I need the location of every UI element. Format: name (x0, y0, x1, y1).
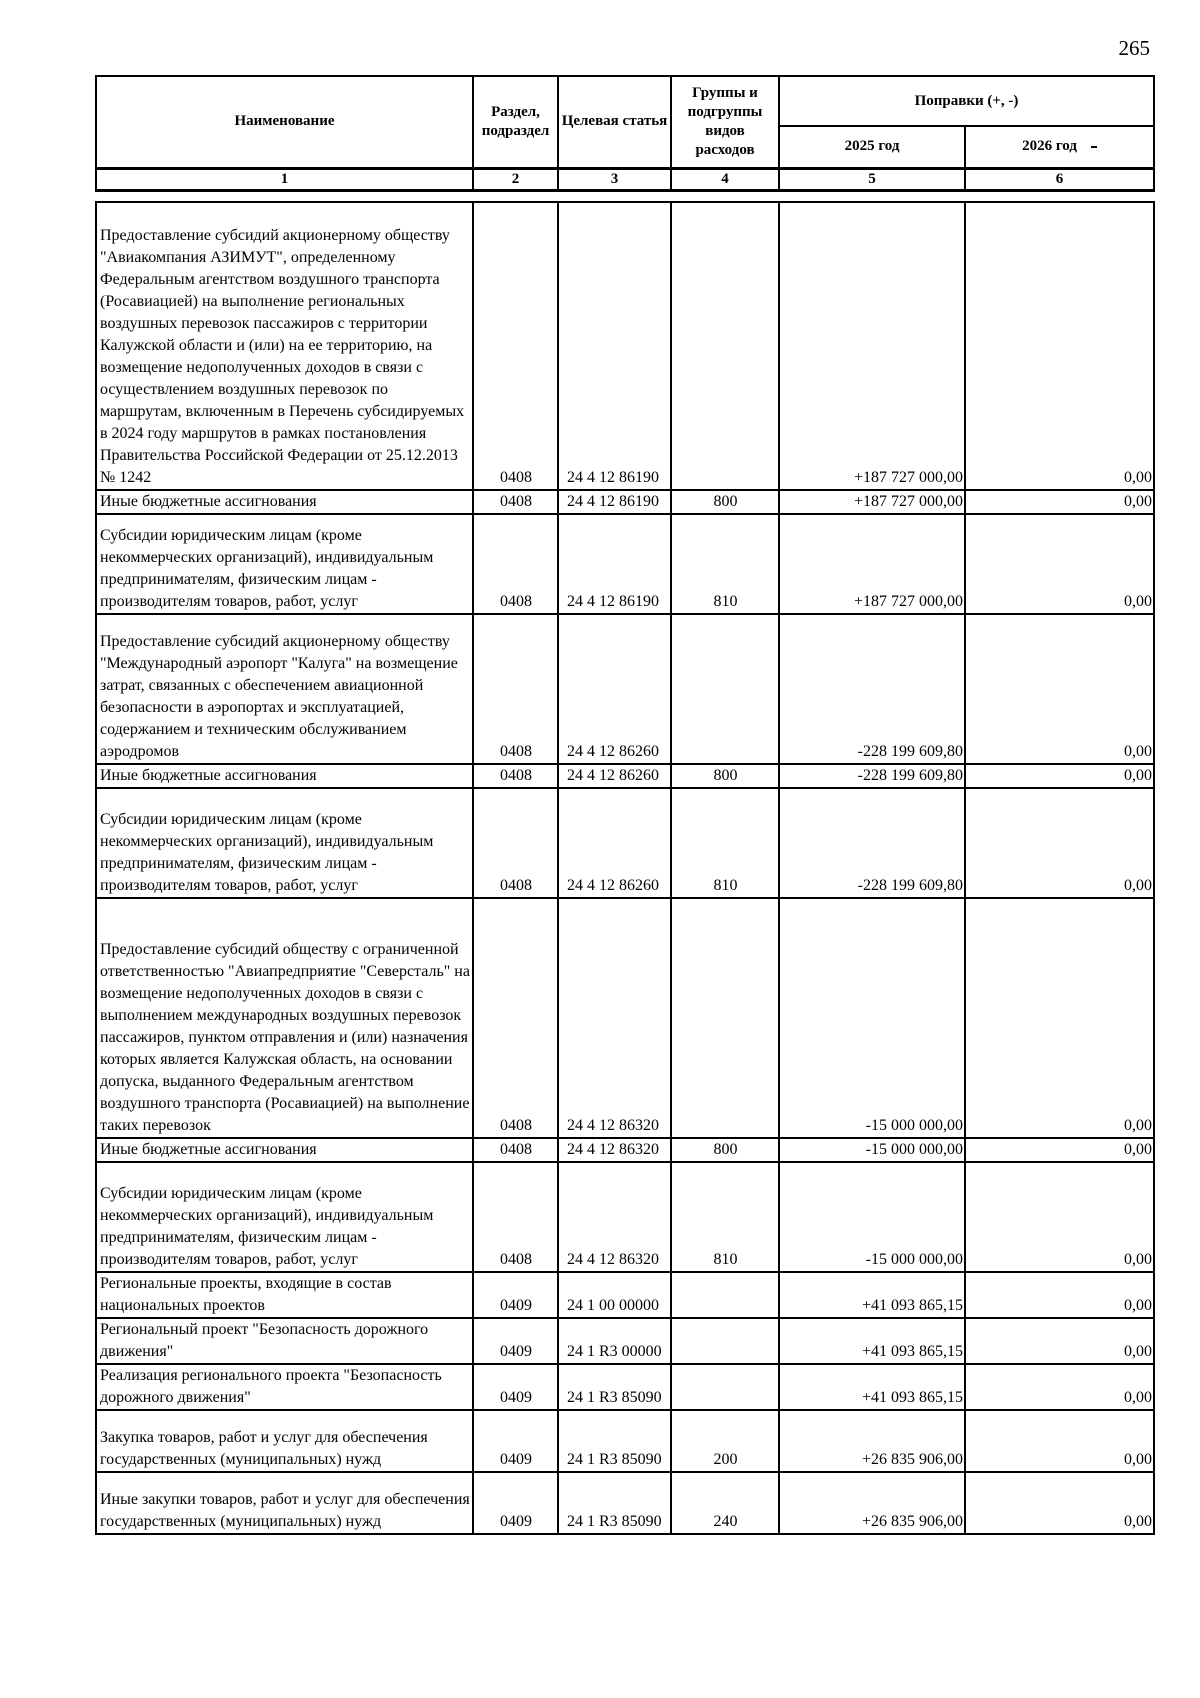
cell-name: Предоставление субсидий акционерному обществу "Авиакомпания АЗИМУТ", определенному Федеральным агентством воздушного транспорта (Росавиацией) на выполнение региональных воздушных перевозок пассажиров с территории Калужской области и (или) на ее территорию, на возмещение недополученных доходов в связи с осуществлением воздушных перевозок по маршрутам, включенным в Перечень субсидируемых в 2024 году маршрутов в рамках постановления Правительства Российской Федерации от 25.12.2013 № 1242 (96, 202, 473, 490)
cell-target: 24 4 12 86320 (558, 1162, 671, 1272)
table-row (96, 1410, 1154, 1472)
header-target: Целевая статья (558, 76, 671, 168)
col-number: 5 (779, 168, 965, 190)
table-row (96, 490, 1154, 514)
cell-amount-2026: 0,00 (965, 1272, 1154, 1318)
cell-section: 0408 (473, 614, 558, 764)
cell-target: 24 4 12 86320 (558, 1138, 671, 1162)
cell-section: 0409 (473, 1318, 558, 1364)
cell-section: 0408 (473, 764, 558, 788)
cell-amount-2026: 0,00 (965, 1162, 1154, 1272)
cell-name: Закупка товаров, работ и услуг для обеспечения государственных (муниципальных) нужд (96, 1410, 473, 1472)
cell-amount-2025: -228 199 609,80 (779, 788, 965, 898)
cell-group (671, 898, 779, 1138)
cell-target: 24 1 R3 85090 (558, 1364, 671, 1410)
scan-mark (1091, 146, 1097, 148)
cell-amount-2025: -228 199 609,80 (779, 764, 965, 788)
cell-amount-2025: -15 000 000,00 (779, 1162, 965, 1272)
cell-amount-2025: -228 199 609,80 (779, 614, 965, 764)
cell-amount-2025: +41 093 865,15 (779, 1272, 965, 1318)
cell-target: 24 4 12 86260 (558, 614, 671, 764)
cell-amount-2025: +26 835 906,00 (779, 1410, 965, 1472)
cell-target: 24 4 12 86190 (558, 490, 671, 514)
cell-group: 240 (671, 1472, 779, 1534)
cell-section: 0408 (473, 1138, 558, 1162)
cell-name: Предоставление субсидий акционерному обществу "Международный аэропорт "Калуга" на возмещение затрат, связанных с обеспечением авиационной безопасности в аэропортах и эксплуатацией, содержанием и техническим обслуживанием аэродромов (96, 614, 473, 764)
cell-name: Субсидии юридическим лицам (кроме некоммерческих организаций), индивидуальным предпринимателям, физическим лицам - производителям товаров, работ, услуг (96, 514, 473, 614)
header-section: Раздел, подраздел (473, 76, 558, 168)
cell-amount-2025: -15 000 000,00 (779, 1138, 965, 1162)
col-number: 1 (96, 168, 473, 190)
cell-name: Иные бюджетные ассигнования (96, 764, 473, 788)
header-name: Наименование (96, 76, 473, 168)
cell-amount-2026: 0,00 (965, 514, 1154, 614)
cell-name: Предоставление субсидий обществу с ограниченной ответственностью "Авиапредприятие "Северсталь" на возмещение недополученных доходов в связи с выполнением международных воздушных перевозок пассажиров, пунктом отправления и (или) назначения которых является Калужская область, на основании допуска, выданного Федеральным агентством воздушного транспорта (Росавиацией) на выполнение таких перевозок (96, 898, 473, 1138)
table-row (96, 1318, 1154, 1364)
table-row (96, 898, 1154, 1138)
cell-amount-2025: -15 000 000,00 (779, 898, 965, 1138)
cell-name: Субсидии юридическим лицам (кроме некоммерческих организаций), индивидуальным предпринимателям, физическим лицам - производителям товаров, работ, услуг (96, 1162, 473, 1272)
cell-amount-2025: +187 727 000,00 (779, 490, 965, 514)
cell-section: 0408 (473, 490, 558, 514)
table-row (96, 1162, 1154, 1272)
cell-target: 24 4 12 86260 (558, 788, 671, 898)
col-number: 3 (558, 168, 671, 190)
cell-amount-2025: +41 093 865,15 (779, 1318, 965, 1364)
cell-section: 0408 (473, 788, 558, 898)
cell-name: Иные закупки товаров, работ и услуг для обеспечения государственных (муниципальных) нужд (96, 1472, 473, 1534)
col-number: 6 (965, 168, 1154, 190)
cell-target: 24 4 12 86260 (558, 764, 671, 788)
cell-amount-2026: 0,00 (965, 202, 1154, 490)
table-row (96, 1272, 1154, 1318)
cell-target: 24 4 12 86320 (558, 898, 671, 1138)
cell-section: 0408 (473, 514, 558, 614)
page-number: 265 (1118, 36, 1150, 60)
cell-name: Субсидии юридическим лицам (кроме некоммерческих организаций), индивидуальным предпринимателям, физическим лицам - производителям товаров, работ, услуг (96, 788, 473, 898)
table-body (96, 202, 1154, 1534)
cell-group: 810 (671, 514, 779, 614)
budget-table (95, 201, 1155, 1535)
header-year-2025: 2025 год (779, 126, 965, 168)
cell-name: Региональный проект "Безопасность дорожного движения" (96, 1318, 473, 1364)
cell-group: 810 (671, 788, 779, 898)
cell-target: 24 4 12 86190 (558, 514, 671, 614)
header-amendments: Поправки (+, -) (779, 76, 1154, 126)
cell-group (671, 1364, 779, 1410)
table-row (96, 1472, 1154, 1534)
cell-name: Региональные проекты, входящие в состав национальных проектов (96, 1272, 473, 1318)
table-row (96, 202, 1154, 490)
cell-target: 24 4 12 86190 (558, 202, 671, 490)
cell-name: Иные бюджетные ассигнования (96, 1138, 473, 1162)
cell-section: 0409 (473, 1364, 558, 1410)
cell-group: 810 (671, 1162, 779, 1272)
table-row (96, 1364, 1154, 1410)
col-number: 2 (473, 168, 558, 190)
cell-target: 24 1 R3 85090 (558, 1472, 671, 1534)
cell-section: 0409 (473, 1272, 558, 1318)
cell-group (671, 1318, 779, 1364)
cell-group: 800 (671, 490, 779, 514)
cell-group (671, 1272, 779, 1318)
cell-amount-2026: 0,00 (965, 898, 1154, 1138)
cell-amount-2025: +187 727 000,00 (779, 202, 965, 490)
cell-target: 24 1 00 00000 (558, 1272, 671, 1318)
table-row (96, 614, 1154, 764)
cell-amount-2026: 0,00 (965, 788, 1154, 898)
cell-amount-2026: 0,00 (965, 1472, 1154, 1534)
cell-amount-2025: +26 835 906,00 (779, 1472, 965, 1534)
cell-name: Иные бюджетные ассигнования (96, 490, 473, 514)
table-row (96, 1138, 1154, 1162)
cell-section: 0408 (473, 898, 558, 1138)
cell-amount-2026: 0,00 (965, 1410, 1154, 1472)
cell-group (671, 202, 779, 490)
table-row (96, 764, 1154, 788)
cell-amount-2026: 0,00 (965, 1364, 1154, 1410)
cell-amount-2026: 0,00 (965, 490, 1154, 514)
cell-amount-2026: 0,00 (965, 764, 1154, 788)
cell-section: 0408 (473, 202, 558, 490)
cell-target: 24 1 R3 00000 (558, 1318, 671, 1364)
cell-group (671, 614, 779, 764)
table-row (96, 514, 1154, 614)
col-number: 4 (671, 168, 779, 190)
cell-group: 800 (671, 1138, 779, 1162)
cell-amount-2026: 0,00 (965, 1318, 1154, 1364)
cell-section: 0409 (473, 1472, 558, 1534)
cell-amount-2026: 0,00 (965, 614, 1154, 764)
table-header (95, 75, 1155, 192)
header-year-2026: 2026 год (965, 126, 1154, 168)
cell-amount-2026: 0,00 (965, 1138, 1154, 1162)
cell-target: 24 1 R3 85090 (558, 1410, 671, 1472)
cell-name: Реализация регионального проекта "Безопасность дорожного движения" (96, 1364, 473, 1410)
cell-group: 200 (671, 1410, 779, 1472)
cell-section: 0408 (473, 1162, 558, 1272)
cell-section: 0409 (473, 1410, 558, 1472)
cell-group: 800 (671, 764, 779, 788)
cell-amount-2025: +187 727 000,00 (779, 514, 965, 614)
cell-amount-2025: +41 093 865,15 (779, 1364, 965, 1410)
table-row (96, 788, 1154, 898)
header-groups: Группы и подгруппы видов расходов (671, 76, 779, 168)
